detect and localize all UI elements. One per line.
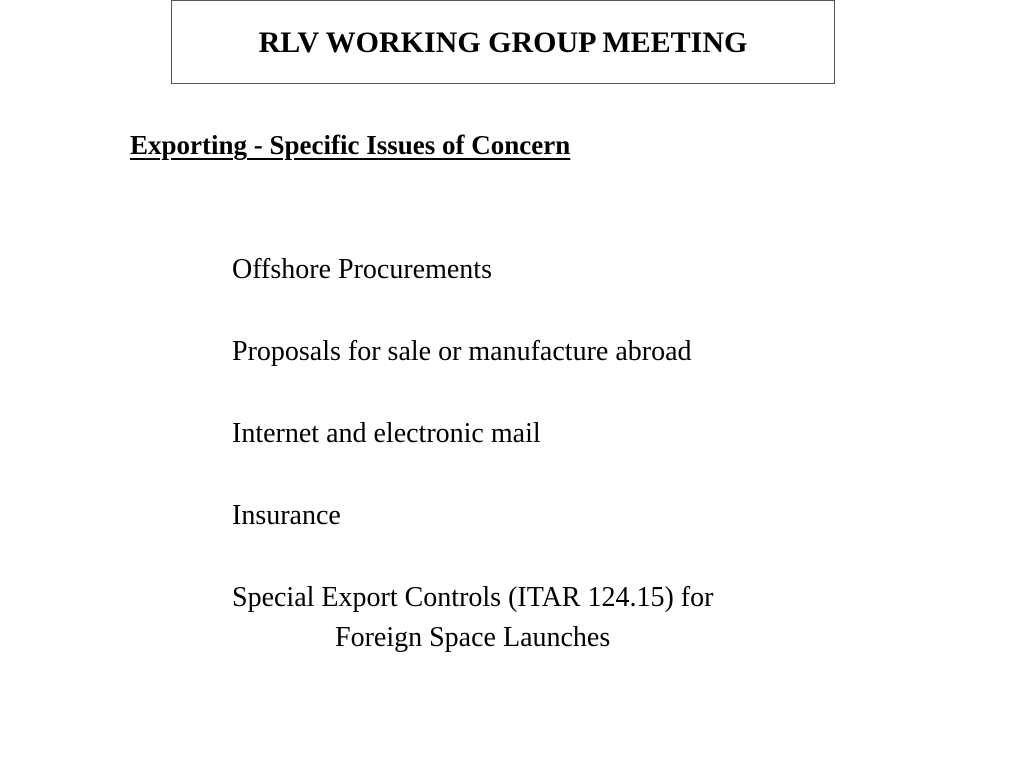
title-box: [171, 0, 835, 84]
issue-item-offshore-procurements: Offshore Procurements: [232, 254, 492, 285]
issue-item-proposals: Proposals for sale or manufacture abroad: [232, 336, 692, 367]
issue-item-internet-email: Internet and electronic mail: [232, 418, 541, 449]
section-heading: Exporting - Specific Issues of Concern: [130, 130, 571, 160]
issue-item-special-export-controls-continuation: Foreign Space Launches: [335, 622, 611, 653]
slide-title: RLV WORKING GROUP MEETING: [258, 26, 748, 59]
issue-item-special-export-controls: Special Export Controls (ITAR 124.15) for: [232, 582, 714, 613]
issue-item-insurance: Insurance: [232, 500, 341, 531]
